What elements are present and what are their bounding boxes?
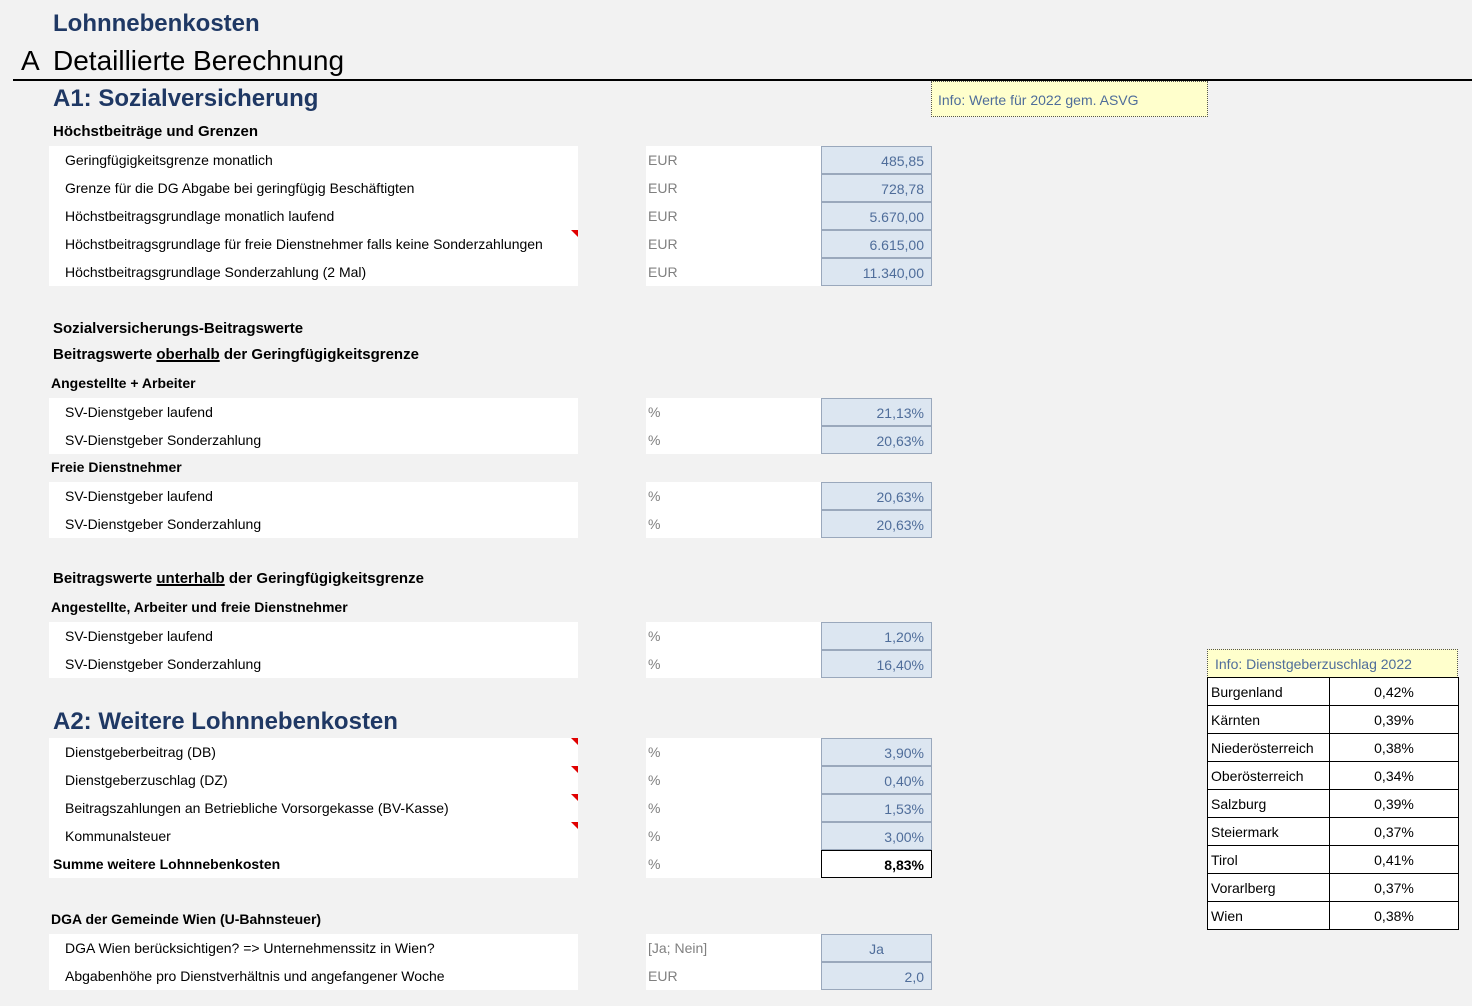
value-cell[interactable]: 3,00%	[821, 822, 932, 850]
table-row	[1208, 734, 1459, 762]
row-label[interactable]: Dienstgeberbeitrag (DB)	[49, 738, 578, 766]
state-cell[interactable]: Niederösterreich	[1208, 734, 1330, 762]
row-unit[interactable]: %	[646, 850, 821, 878]
table-row	[1208, 902, 1459, 930]
comment-indicator-icon[interactable]	[571, 230, 578, 237]
value-cell[interactable]: 1,53%	[821, 794, 932, 822]
row-unit[interactable]: EUR	[646, 202, 821, 230]
info-asvg-note: Info: Werte für 2022 gem. ASVG	[931, 81, 1208, 117]
pct-cell[interactable]: 0,37%	[1330, 818, 1459, 846]
state-cell[interactable]: Salzburg	[1208, 790, 1330, 818]
value-cell[interactable]: 728,78	[821, 174, 932, 202]
table-row	[1208, 818, 1459, 846]
row-unit[interactable]: EUR	[646, 146, 821, 174]
row-label[interactable]: Höchstbeitragsgrundlage für freie Dienstnehmer falls keine Sonderzahlungen	[49, 230, 578, 258]
row-unit[interactable]: EUR	[646, 962, 821, 990]
unterhalb-heading: Beitragswerte unterhalb der Geringfügigkeitsgrenze	[53, 570, 424, 587]
row-unit[interactable]: %	[646, 426, 821, 454]
row-unit[interactable]: EUR	[646, 258, 821, 286]
pct-cell[interactable]: 0,41%	[1330, 846, 1459, 874]
oberhalb-heading: Beitragswerte oberhalb der Geringfügigkeitsgrenze	[53, 346, 419, 363]
row-label[interactable]: Beitragszahlungen an Betriebliche Vorsorgekasse (BV-Kasse)	[49, 794, 578, 822]
value-cell[interactable]: 16,40%	[821, 650, 932, 678]
state-cell[interactable]: Tirol	[1208, 846, 1330, 874]
row-unit[interactable]: %	[646, 510, 821, 538]
row-unit[interactable]: %	[646, 794, 821, 822]
value-cell[interactable]: 2,0	[821, 962, 932, 990]
pct-cell[interactable]: 0,37%	[1330, 874, 1459, 902]
table-row	[1208, 762, 1459, 790]
row-label[interactable]: Dienstgeberzuschlag (DZ)	[49, 766, 578, 794]
row-unit[interactable]: EUR	[646, 230, 821, 258]
row-unit[interactable]: %	[646, 738, 821, 766]
sum-label[interactable]: Summe weitere Lohnnebenkosten	[49, 850, 578, 878]
row-label[interactable]: SV-Dienstgeber Sonderzahlung	[49, 510, 578, 538]
value-cell[interactable]: 6.615,00	[821, 230, 932, 258]
row-unit[interactable]: %	[646, 650, 821, 678]
value-cell[interactable]: 20,63%	[821, 426, 932, 454]
pct-cell[interactable]: 0,39%	[1330, 790, 1459, 818]
table-row	[1208, 874, 1459, 902]
row-unit[interactable]: %	[646, 622, 821, 650]
value-cell[interactable]: 3,90%	[821, 738, 932, 766]
freie-heading: Freie Dienstnehmer	[51, 459, 182, 475]
pct-cell[interactable]: 0,38%	[1330, 902, 1459, 930]
value-cell[interactable]: 485,85	[821, 146, 932, 174]
dga-toggle-cell[interactable]: Ja	[821, 934, 932, 962]
sheet-title: Lohnnebenkosten	[53, 10, 260, 37]
table-row	[1208, 790, 1459, 818]
row-unit[interactable]: %	[646, 482, 821, 510]
row-label[interactable]: Höchstbeitragsgrundlage Sonderzahlung (2 Mal)	[49, 258, 578, 286]
comment-indicator-icon[interactable]	[571, 794, 578, 801]
comment-indicator-icon[interactable]	[571, 738, 578, 745]
pct-cell[interactable]: 0,42%	[1330, 678, 1459, 706]
row-label[interactable]: SV-Dienstgeber laufend	[49, 622, 578, 650]
row-unit[interactable]: EUR	[646, 174, 821, 202]
pct-cell[interactable]: 0,34%	[1330, 762, 1459, 790]
hoechst-heading: Höchstbeiträge und Grenzen	[53, 123, 259, 140]
row-label[interactable]: SV-Dienstgeber laufend	[49, 398, 578, 426]
row-unit[interactable]: %	[646, 822, 821, 850]
table-row	[1208, 706, 1459, 734]
alle-heading: Angestellte, Arbeiter und freie Dienstnehmer	[51, 599, 348, 615]
state-cell[interactable]: Kärnten	[1208, 706, 1330, 734]
state-cell[interactable]: Steiermark	[1208, 818, 1330, 846]
pct-cell[interactable]: 0,38%	[1330, 734, 1459, 762]
sv-heading: Sozialversicherungs-Beitragswerte	[53, 320, 304, 337]
section-letter: A	[21, 45, 40, 76]
value-cell[interactable]: 20,63%	[821, 482, 932, 510]
value-cell[interactable]: 11.340,00	[821, 258, 932, 286]
row-label[interactable]: DGA Wien berücksichtigen? => Unternehmenssitz in Wien?	[49, 934, 578, 962]
row-label[interactable]: SV-Dienstgeber Sonderzahlung	[49, 650, 578, 678]
row-label[interactable]: SV-Dienstgeber laufend	[49, 482, 578, 510]
table-row	[1208, 846, 1459, 874]
sum-value-cell[interactable]: 8,83%	[821, 850, 932, 878]
angestellte-heading: Angestellte + Arbeiter	[51, 375, 196, 391]
a2-heading: A2: Weitere Lohnnebenkosten	[53, 708, 398, 735]
table-row	[1208, 678, 1459, 706]
state-cell[interactable]: Oberösterreich	[1208, 762, 1330, 790]
row-label[interactable]: Geringfügigkeitsgrenze monatlich	[49, 146, 578, 174]
row-label[interactable]: SV-Dienstgeber Sonderzahlung	[49, 426, 578, 454]
comment-indicator-icon[interactable]	[571, 822, 578, 829]
section-divider	[13, 79, 1472, 81]
dga-heading: DGA der Gemeinde Wien (U-Bahnsteuer)	[51, 911, 322, 927]
value-cell[interactable]: 0,40%	[821, 766, 932, 794]
dz-table	[1207, 677, 1459, 930]
section-title: Detaillierte Berechnung	[53, 45, 345, 76]
value-cell[interactable]: 1,20%	[821, 622, 932, 650]
value-cell[interactable]: 5.670,00	[821, 202, 932, 230]
value-cell[interactable]: 20,63%	[821, 510, 932, 538]
info-dz-title: Info: Dienstgeberzuschlag 2022	[1207, 649, 1458, 678]
pct-cell[interactable]: 0,39%	[1330, 706, 1459, 734]
value-cell[interactable]: 21,13%	[821, 398, 932, 426]
row-unit[interactable]: %	[646, 766, 821, 794]
row-label[interactable]: Kommunalsteuer	[49, 822, 578, 850]
row-label[interactable]: Abgabenhöhe pro Dienstverhältnis und angefangener Woche	[49, 962, 578, 990]
row-label[interactable]: Grenze für die DG Abgabe bei geringfügig Beschäftigten	[49, 174, 578, 202]
comment-indicator-icon[interactable]	[571, 766, 578, 773]
state-cell[interactable]: Vorarlberg	[1208, 874, 1330, 902]
row-unit[interactable]: [Ja; Nein]	[646, 934, 821, 962]
a1-heading: A1: Sozialversicherung	[53, 85, 319, 112]
state-cell[interactable]: Wien	[1208, 902, 1330, 930]
row-label[interactable]: Höchstbeitragsgrundlage monatlich laufend	[49, 202, 578, 230]
row-unit[interactable]: %	[646, 398, 821, 426]
state-cell[interactable]: Burgenland	[1208, 678, 1330, 706]
